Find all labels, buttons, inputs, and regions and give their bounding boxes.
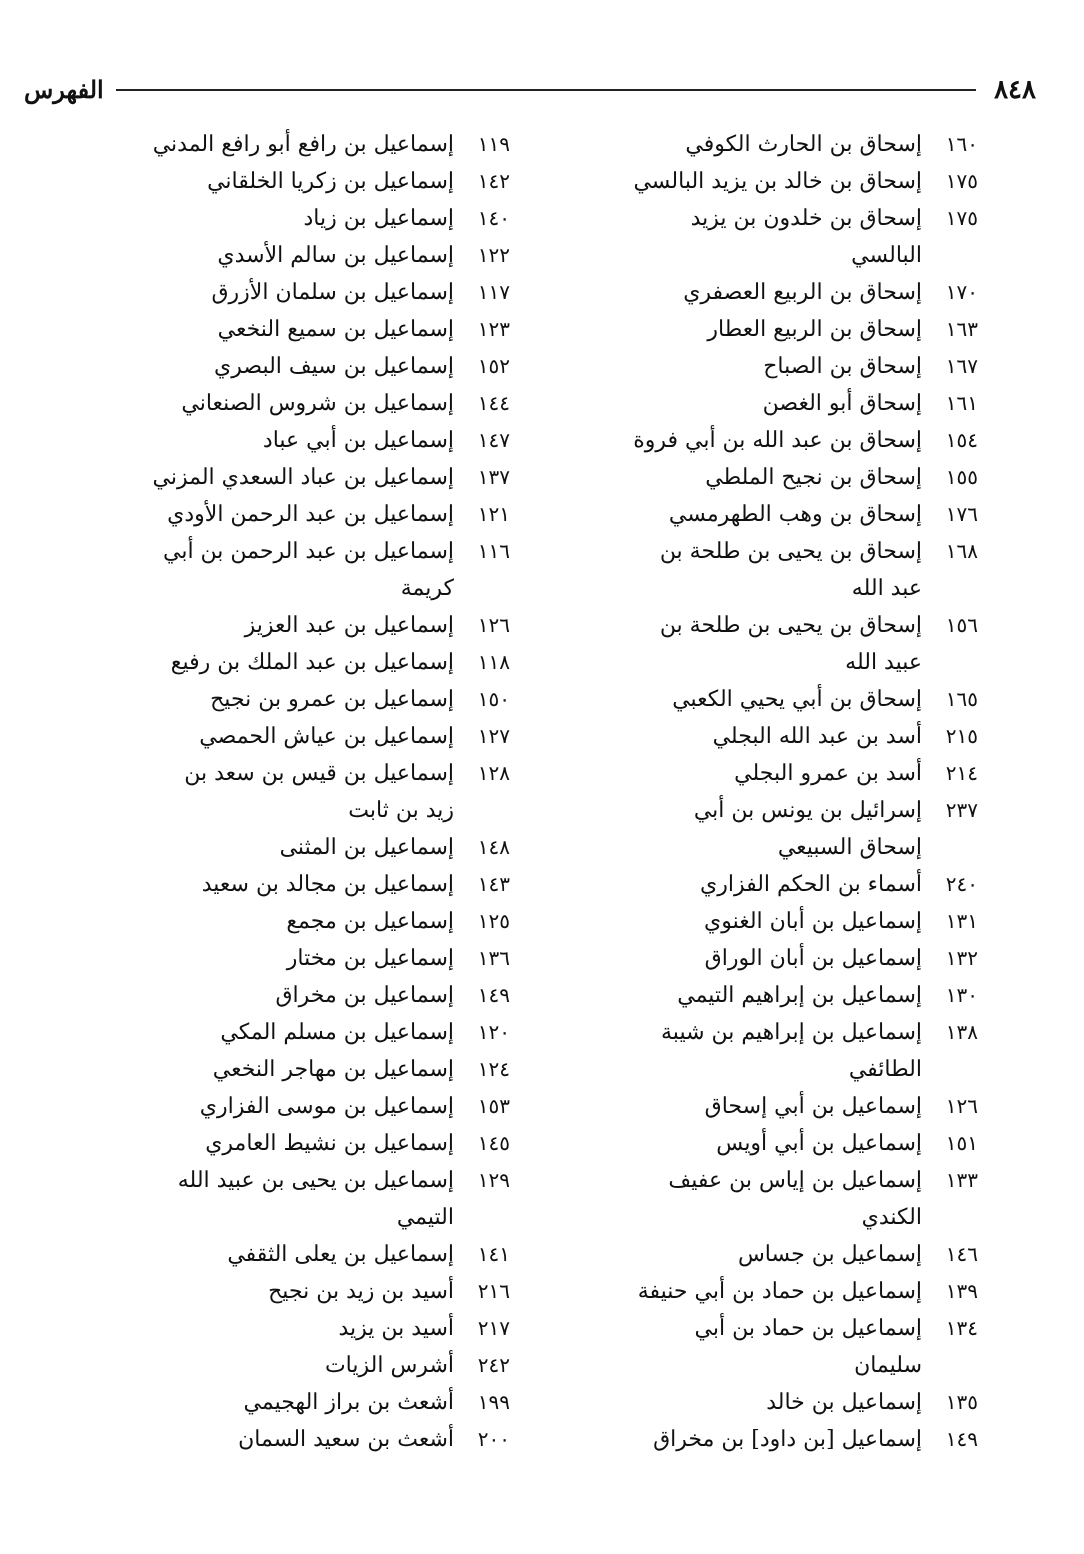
entry-number: ١٦٣ bbox=[945, 317, 978, 341]
entry-name: إسماعيل بن إبراهيم التيمي bbox=[677, 983, 922, 1008]
index-entry bbox=[124, 829, 510, 866]
index-entry bbox=[592, 1125, 978, 1162]
entry-name: إسماعيل بن إبراهيم بن شيبة bbox=[661, 1020, 922, 1045]
entry-number: ١٤٧ bbox=[477, 428, 510, 452]
index-column-right bbox=[592, 126, 978, 1458]
entry-name: إسماعيل بن حماد بن أبي حنيفة bbox=[637, 1279, 922, 1304]
entry-name: إسماعيل بن سميع النخعي bbox=[217, 317, 454, 342]
index-entry bbox=[124, 718, 510, 755]
entry-number: ١٤٩ bbox=[477, 983, 510, 1007]
entry-name: إسماعيل بن عبد الرحمن بن أبي bbox=[162, 539, 454, 564]
entry-name: إسحاق بن خلدون بن يزيد bbox=[690, 206, 922, 231]
index-entry bbox=[124, 385, 510, 422]
entry-number: ١٥٠ bbox=[477, 687, 510, 711]
index-entry bbox=[124, 644, 510, 681]
entry-name: إسماعيل بن مختار bbox=[286, 946, 454, 971]
index-entry bbox=[592, 274, 978, 311]
entry-number: ٢٤٢ bbox=[477, 1353, 510, 1377]
entry-name-continuation: إسحاق السبيعي bbox=[777, 835, 922, 860]
index-entry bbox=[124, 1088, 510, 1125]
entry-number: ١١٨ bbox=[477, 650, 510, 674]
index-entry bbox=[124, 422, 510, 459]
entry-name: أسيد بن زيد بن نجيح bbox=[268, 1279, 454, 1304]
index-entry bbox=[124, 903, 510, 940]
index-entry bbox=[592, 459, 978, 496]
entry-number: ١٢١ bbox=[477, 502, 510, 526]
entry-number: ١٥٢ bbox=[477, 354, 510, 378]
entry-name: إسماعيل بن أبي عباد bbox=[262, 428, 454, 453]
entry-name: إسماعيل بن موسى الفزاري bbox=[199, 1094, 454, 1119]
entry-number: ١٢٩ bbox=[477, 1168, 510, 1192]
index-entry bbox=[124, 311, 510, 348]
entry-name-continuation: الطائفي bbox=[848, 1057, 922, 1082]
entry-number: ١٤٨ bbox=[477, 835, 510, 859]
entry-name: إسماعيل بن رافع أبو رافع المدني bbox=[152, 132, 454, 157]
entry-number: ٢١٧ bbox=[477, 1316, 510, 1340]
entry-number: ١٢٦ bbox=[945, 1094, 978, 1118]
entry-name: إسماعيل بن شروس الصنعاني bbox=[181, 391, 454, 416]
entry-number: ١١٩ bbox=[477, 132, 510, 156]
entry-name: إسماعيل بن أبي إسحاق bbox=[704, 1094, 922, 1119]
index-entry bbox=[592, 792, 978, 866]
entry-number: ١٢٥ bbox=[477, 909, 510, 933]
entry-name: إسماعيل بن عبد الملك بن رفيع bbox=[170, 650, 454, 675]
index-entry bbox=[124, 1310, 510, 1347]
entry-name-continuation: عبد الله bbox=[851, 576, 922, 601]
index-entry bbox=[124, 237, 510, 274]
index-entry bbox=[592, 1421, 978, 1458]
entry-name-continuation: الكندي bbox=[861, 1205, 922, 1230]
entry-number: ١٣٤ bbox=[945, 1316, 978, 1340]
index-entry bbox=[124, 348, 510, 385]
entry-number: ١٣٠ bbox=[945, 983, 978, 1007]
entry-number: ١٣١ bbox=[945, 909, 978, 933]
index-entry bbox=[592, 533, 978, 607]
entry-number: ١٢٠ bbox=[477, 1020, 510, 1044]
index-entry bbox=[124, 940, 510, 977]
entry-number: ١٥٦ bbox=[945, 613, 978, 637]
entry-number: ١٤٥ bbox=[477, 1131, 510, 1155]
entry-name: إسحاق بن يحيى بن طلحة بن bbox=[659, 539, 922, 564]
entry-name: أشرس الزيات bbox=[324, 1353, 454, 1378]
index-entry bbox=[592, 1162, 978, 1236]
entry-name: أسيد بن يزيد bbox=[338, 1316, 454, 1341]
entry-number: ١٤٩ bbox=[945, 1427, 978, 1451]
entry-name: إسماعيل بن سيف البصري bbox=[214, 354, 454, 379]
entry-number: ١٣٥ bbox=[945, 1390, 978, 1414]
index-entry bbox=[592, 1310, 978, 1384]
entry-number: ١٢٨ bbox=[477, 761, 510, 785]
entry-name: إسماعيل بن المثنى bbox=[279, 835, 454, 860]
entry-name: إسحاق بن خالد بن يزيد البالسي bbox=[633, 169, 922, 194]
index-entry bbox=[124, 681, 510, 718]
entry-name-continuation: عبيد الله bbox=[845, 650, 922, 675]
index-entry bbox=[124, 755, 510, 829]
entry-name: إسماعيل بن عياش الحمصي bbox=[199, 724, 454, 749]
entry-number: ١٥١ bbox=[945, 1131, 978, 1155]
entry-number: ١٣٩ bbox=[945, 1279, 978, 1303]
entry-name: إسماعيل بن نشيط العامري bbox=[205, 1131, 454, 1156]
entry-number: ١٤٤ bbox=[477, 391, 510, 415]
index-entry bbox=[592, 1384, 978, 1421]
entry-number: ١١٧ bbox=[477, 280, 510, 304]
index-entry bbox=[124, 459, 510, 496]
index-entry bbox=[592, 1236, 978, 1273]
index-entry bbox=[124, 200, 510, 237]
entry-name: إسماعيل بن حماد بن أبي bbox=[694, 1316, 922, 1341]
entry-number: ١٤١ bbox=[477, 1242, 510, 1266]
section-title: الفهرس bbox=[24, 75, 104, 104]
entry-number: ١٦٥ bbox=[945, 687, 978, 711]
entry-name: إسماعيل بن مسلم المكي bbox=[220, 1020, 454, 1045]
entry-name-continuation: التيمي bbox=[396, 1205, 454, 1230]
index-entry bbox=[592, 940, 978, 977]
header-rule bbox=[116, 89, 976, 91]
index-entry bbox=[592, 1014, 978, 1088]
entry-number: ١٧٦ bbox=[945, 502, 978, 526]
entry-name-continuation: البالسي bbox=[851, 243, 922, 268]
index-entry bbox=[124, 163, 510, 200]
entry-name: إسماعيل بن سالم الأسدي bbox=[217, 243, 454, 268]
index-entry bbox=[124, 1384, 510, 1421]
entry-name: إسحاق بن الربيع العطار bbox=[707, 317, 922, 342]
entry-number: ١٦٨ bbox=[945, 539, 978, 563]
entry-name: إسحاق بن وهب الطهرمسي bbox=[668, 502, 922, 527]
entry-number: ١٢٣ bbox=[477, 317, 510, 341]
entry-number: ١٦٧ bbox=[945, 354, 978, 378]
entry-number: ١٥٥ bbox=[945, 465, 978, 489]
entry-number: ١٣٣ bbox=[945, 1168, 978, 1192]
entry-name-continuation: سليمان bbox=[854, 1353, 922, 1378]
index-column-left bbox=[124, 126, 510, 1458]
index-entry bbox=[124, 1051, 510, 1088]
index-entry bbox=[592, 681, 978, 718]
index-entry bbox=[124, 533, 510, 607]
entry-number: ١٣٦ bbox=[477, 946, 510, 970]
entry-number: ١٧٥ bbox=[945, 206, 978, 230]
index-entry bbox=[124, 1273, 510, 1310]
entry-name: إسماعيل بن مجمع bbox=[286, 909, 454, 934]
entry-name: إسحاق أبو الغصن bbox=[762, 391, 922, 416]
entry-name: إسماعيل بن قيس بن سعد بن bbox=[184, 761, 454, 786]
entry-name: إسرائيل بن يونس بن أبي bbox=[693, 798, 922, 823]
index-entry bbox=[592, 200, 978, 274]
entry-number: ١٧٥ bbox=[945, 169, 978, 193]
entry-name: إسماعيل بن زياد bbox=[303, 206, 454, 231]
entry-number: ١٢٢ bbox=[477, 243, 510, 267]
index-entry bbox=[592, 126, 978, 163]
entry-name: أسماء بن الحكم الفزاري bbox=[699, 872, 922, 897]
entry-name: إسماعيل بن أبي أويس bbox=[716, 1131, 922, 1156]
index-entry bbox=[124, 496, 510, 533]
entry-number: ١٤٣ bbox=[477, 872, 510, 896]
index-entry bbox=[124, 1014, 510, 1051]
entry-name: إسماعيل بن خالد bbox=[766, 1390, 922, 1415]
index-entry bbox=[124, 1125, 510, 1162]
entry-name: إسماعيل [بن داود] بن مخراق bbox=[653, 1427, 922, 1452]
index-entry bbox=[592, 496, 978, 533]
entry-name: إسماعيل بن عباد السعدي المزني bbox=[152, 465, 454, 490]
entry-name: أشعث بن براز الهجيمي bbox=[243, 1390, 454, 1415]
index-entry bbox=[592, 607, 978, 681]
entry-number: ١٣٧ bbox=[477, 465, 510, 489]
entry-number: ١٦١ bbox=[945, 391, 978, 415]
entry-name: إسماعيل بن سلمان الأزرق bbox=[211, 280, 454, 305]
entry-number: ١٣٨ bbox=[945, 1020, 978, 1044]
entry-number: ١٩٩ bbox=[477, 1390, 510, 1414]
index-entry bbox=[592, 348, 978, 385]
entry-name: أسد بن عمرو البجلي bbox=[734, 761, 922, 786]
entry-name: إسماعيل بن عبد العزيز bbox=[244, 613, 454, 638]
entry-name-continuation: زيد بن ثابت bbox=[348, 798, 454, 823]
entry-name: إسماعيل بن زكريا الخلقاني bbox=[207, 169, 454, 194]
index-entry bbox=[592, 1273, 978, 1310]
entry-name: إسماعيل بن مخراق bbox=[275, 983, 454, 1008]
entry-name: إسحاق بن أبي يحيي الكعبي bbox=[672, 687, 922, 712]
index-entry bbox=[592, 311, 978, 348]
entry-number: ٢١٤ bbox=[945, 761, 978, 785]
entry-number: ١١٦ bbox=[477, 539, 510, 563]
index-entry bbox=[124, 274, 510, 311]
index-entry bbox=[592, 903, 978, 940]
index-entry bbox=[592, 385, 978, 422]
index-entry bbox=[592, 422, 978, 459]
index-entry bbox=[124, 866, 510, 903]
index-entry bbox=[124, 1421, 510, 1458]
index-entry bbox=[592, 1088, 978, 1125]
entry-number: ٢٤٠ bbox=[945, 872, 978, 896]
index-entry bbox=[592, 163, 978, 200]
entry-name: إسماعيل بن جساس bbox=[737, 1242, 922, 1267]
entry-name: إسماعيل بن مهاجر النخعي bbox=[212, 1057, 454, 1082]
entry-name: إسحاق بن عبد الله بن أبي فروة bbox=[633, 428, 922, 453]
entry-name: إسماعيل بن عمرو بن نجيح bbox=[210, 687, 454, 712]
entry-number: ١٢٧ bbox=[477, 724, 510, 748]
entry-number: ١٤٠ bbox=[477, 206, 510, 230]
index-entry bbox=[124, 126, 510, 163]
entry-number: ١٤٢ bbox=[477, 169, 510, 193]
index-entry bbox=[592, 718, 978, 755]
entry-name: إسماعيل بن إياس بن عفيف bbox=[668, 1168, 922, 1193]
entry-name-continuation: كريمة bbox=[400, 576, 454, 601]
entry-name: إسحاق بن الصباح bbox=[763, 354, 922, 379]
entry-name: إسحاق بن يحيى بن طلحة بن bbox=[659, 613, 922, 638]
entry-number: ٢١٦ bbox=[477, 1279, 510, 1303]
entry-name: أشعث بن سعيد السمان bbox=[238, 1427, 454, 1452]
entry-number: ١٥٣ bbox=[477, 1094, 510, 1118]
entry-name: إسماعيل بن مجالد بن سعيد bbox=[201, 872, 454, 897]
page-header bbox=[24, 72, 1036, 108]
index-entry bbox=[124, 1347, 510, 1384]
index-entry bbox=[124, 1162, 510, 1236]
index-entry bbox=[592, 866, 978, 903]
entry-number: ١٢٤ bbox=[477, 1057, 510, 1081]
entry-name: أسد بن عبد الله البجلي bbox=[712, 724, 922, 749]
index-entry bbox=[124, 977, 510, 1014]
index-entry bbox=[592, 977, 978, 1014]
entry-number: ١٢٦ bbox=[477, 613, 510, 637]
entry-name: إسماعيل بن يعلى الثقفي bbox=[227, 1242, 454, 1267]
entry-number: ١٤٦ bbox=[945, 1242, 978, 1266]
entry-number: ٢١٥ bbox=[945, 724, 978, 748]
entry-number: ١٥٤ bbox=[945, 428, 978, 452]
entry-name: إسحاق بن الربيع العصفري bbox=[683, 280, 922, 305]
entry-number: ١٧٠ bbox=[945, 280, 978, 304]
entry-number: ١٦٠ bbox=[945, 132, 978, 156]
index-entry bbox=[592, 755, 978, 792]
entry-name: إسماعيل بن أبان الوراق bbox=[704, 946, 922, 971]
entry-name: إسماعيل بن أبان الغنوي bbox=[704, 909, 922, 934]
entry-name: إسحاق بن الحارث الكوفي bbox=[685, 132, 922, 157]
entry-name: إسماعيل بن عبد الرحمن الأودي bbox=[167, 502, 454, 527]
entry-number: ١٣٢ bbox=[945, 946, 978, 970]
entry-name: إسحاق بن نجيح الملطي bbox=[705, 465, 922, 490]
entry-number: ٢٠٠ bbox=[477, 1427, 510, 1451]
index-entry bbox=[124, 607, 510, 644]
entry-number: ٢٣٧ bbox=[945, 798, 978, 822]
entry-name: إسماعيل بن يحيى بن عبيد الله bbox=[177, 1168, 454, 1193]
page-number: ٨٤٨ bbox=[994, 75, 1036, 105]
index-entry bbox=[124, 1236, 510, 1273]
